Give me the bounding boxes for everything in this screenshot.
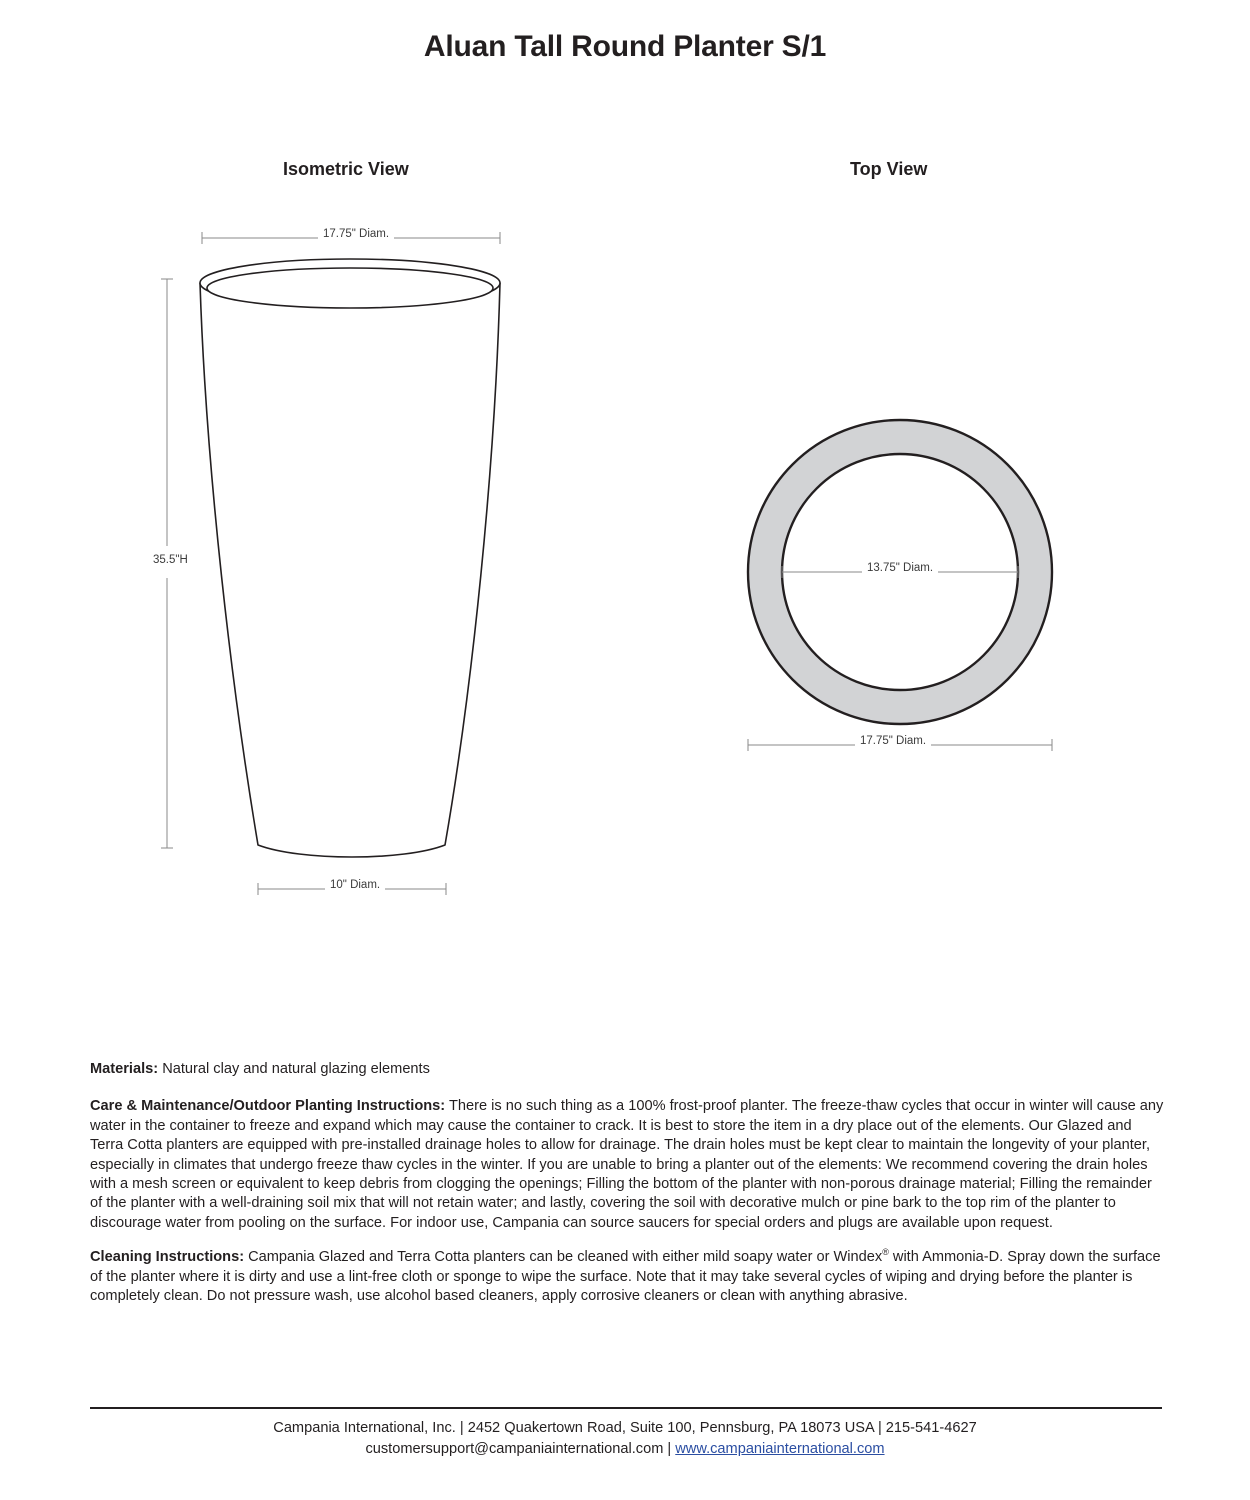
care-paragraph — [90, 1097, 1164, 1233]
footer-contact-line — [0, 1439, 1250, 1460]
footer-separator: | — [663, 1441, 676, 1458]
registered-trademark-symbol: ® — [882, 1247, 889, 1258]
materials-text: Natural clay and natural glazing elements — [158, 1061, 430, 1077]
care-text: There is no such thing as a 100% frost-proof planter. The freeze-thaw cycles that occur in winter will cause any water in the container to freeze and expand which may cause the container to crack. It is best to store the item in a dry place out of the elements. Our Glazed and Terra Cotta planters are equipped with pre-installed drainage holes to allow for drainage. The drain holes must be kept clear to maintain the longevity of your planter, especially in climates that undergo freeze thaw cycles in the winter. If you are unable to bring a planter out of the elements: We recommend covering the drain holes with a mesh screen or equivalent to keep debris from clogging the openings; Filling the bottom of the planter with non-porous drainage material; Filling the remainder of the planter with a well-draining soil mix that will not retain water; and lastly, covering the soil with decorative mulch or pine bark to the top rim of the planter to discourage water from pooling on the surface. For indoor use, Campania can source saucers for special orders and plugs are available upon request. — [90, 1098, 1164, 1231]
planter-isometric-body — [200, 283, 500, 857]
care-label: Care & Maintenance/Outdoor Planting Instructions: — [90, 1098, 446, 1115]
iso-bottom-diameter-label: 10" Diam. — [325, 879, 385, 891]
cleaning-label: Cleaning Instructions: — [90, 1249, 245, 1266]
page-title: Aluan Tall Round Planter S/1 — [423, 30, 827, 63]
top-view-label: Top View — [850, 159, 928, 179]
cleaning-text-part-two: with Ammonia-D. Spray down the surface of the planter where it is dirty and use a lint-free cloth or sponge to wipe the surface. Note that it may take several cycles of wiping and drying before the planter is completely clean. Do not pressure wash, use alcohol based cleaners, apply corrosive cleaners or clean with anything abrasive. — [90, 1249, 1161, 1304]
top-inner-diameter-label: 13.75" Diam. — [862, 562, 938, 574]
cleaning-paragraph — [90, 1247, 1164, 1306]
footer-website-link[interactable]: www.campaniainternational.com — [675, 1441, 885, 1458]
specifications-section — [90, 1060, 1164, 1320]
isometric-view-label: Isometric View — [283, 159, 409, 179]
footer-address-line: Campania International, Inc. | 2452 Quakertown Road, Suite 100, Pennsburg, PA 18073 USA | 215-541-4627 — [273, 1420, 977, 1436]
cleaning-text-part-one: Campania Glazed and Terra Cotta planters can be cleaned with either mild soapy water or Windex — [244, 1249, 883, 1266]
top-outer-diameter-label: 17.75" Diam. — [855, 735, 931, 747]
footer — [0, 1418, 1250, 1460]
iso-top-diameter-label: 17.75" Diam. — [318, 228, 394, 240]
planter-rim-inner — [207, 268, 493, 308]
footer-divider — [90, 1407, 1162, 1409]
iso-height-label: 35.5"H — [148, 554, 193, 566]
materials-label: Materials: — [90, 1061, 159, 1077]
footer-email: customersupport@campaniainternational.com — [365, 1441, 664, 1458]
materials-paragraph — [90, 1060, 1164, 1079]
